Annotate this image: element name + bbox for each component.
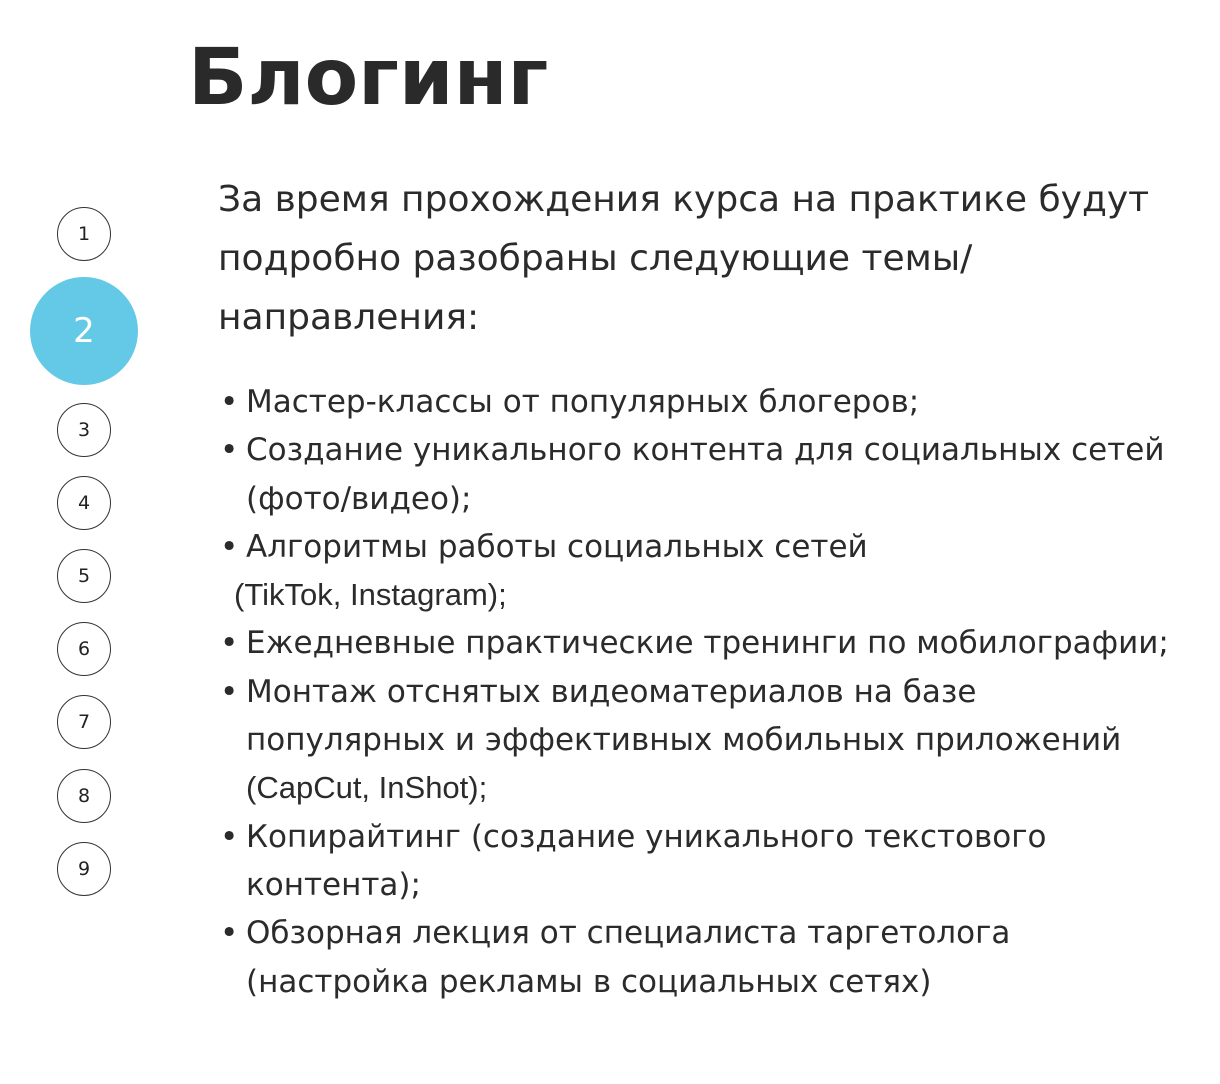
topic-text: Алгоритмы работы социальных сетей	[246, 528, 868, 565]
intro-paragraph: За время прохождения курса на практике будут подробно разобраны следующие темы/направления:	[218, 179, 1150, 338]
topic-text: Мастер-классы от популярных блогеров;	[246, 384, 920, 420]
pager-item-2-active[interactable]: 2	[30, 277, 138, 385]
bullet: •	[220, 818, 239, 855]
list-item	[218, 378, 1178, 426]
topic-text: Копирайтинг (создание уникального текстового контента);	[246, 818, 1047, 903]
list-item	[218, 668, 1178, 813]
bullet: •	[220, 673, 239, 710]
pager-item-1[interactable]: 1	[57, 207, 111, 261]
topic-apps: (CapCut, InShot);	[246, 770, 488, 806]
list-item	[218, 619, 1178, 667]
topic-text: Ежедневные практические тренинги по мобилографии;	[246, 625, 1169, 662]
page-title: Блогинг	[188, 33, 549, 123]
topic-text: Создание уникального контента для социальных сетей (фото/видео);	[246, 432, 1165, 517]
topics-list	[218, 378, 1178, 1006]
pager-item-3[interactable]: 3	[57, 403, 111, 457]
list-item	[218, 426, 1178, 523]
list-item	[218, 909, 1178, 1006]
pager-item-7[interactable]: 7	[57, 695, 111, 749]
list-item	[218, 813, 1178, 910]
pager-item-5[interactable]: 5	[57, 549, 111, 603]
bullet: •	[220, 528, 239, 565]
pager-item-6[interactable]: 6	[57, 622, 111, 676]
bullet: •	[220, 384, 239, 420]
list-item	[218, 523, 1178, 620]
topic-text: Монтаж отснятых видеоматериалов на базе популярных и эффективных мобильных приложений	[246, 673, 1122, 759]
bullet: •	[220, 625, 239, 662]
topic-apps: (TikTok, Instagram);	[234, 577, 507, 613]
pager-item-8[interactable]: 8	[57, 769, 111, 823]
slide-pager	[0, 0, 170, 1084]
bullet: •	[220, 915, 239, 952]
pager-item-9[interactable]: 9	[57, 842, 111, 896]
topic-text: Обзорная лекция от специалиста таргетолога (настройка рекламы в социальных сетях)	[246, 915, 1011, 1000]
bullet: •	[220, 432, 239, 469]
pager-item-4[interactable]: 4	[57, 476, 111, 530]
